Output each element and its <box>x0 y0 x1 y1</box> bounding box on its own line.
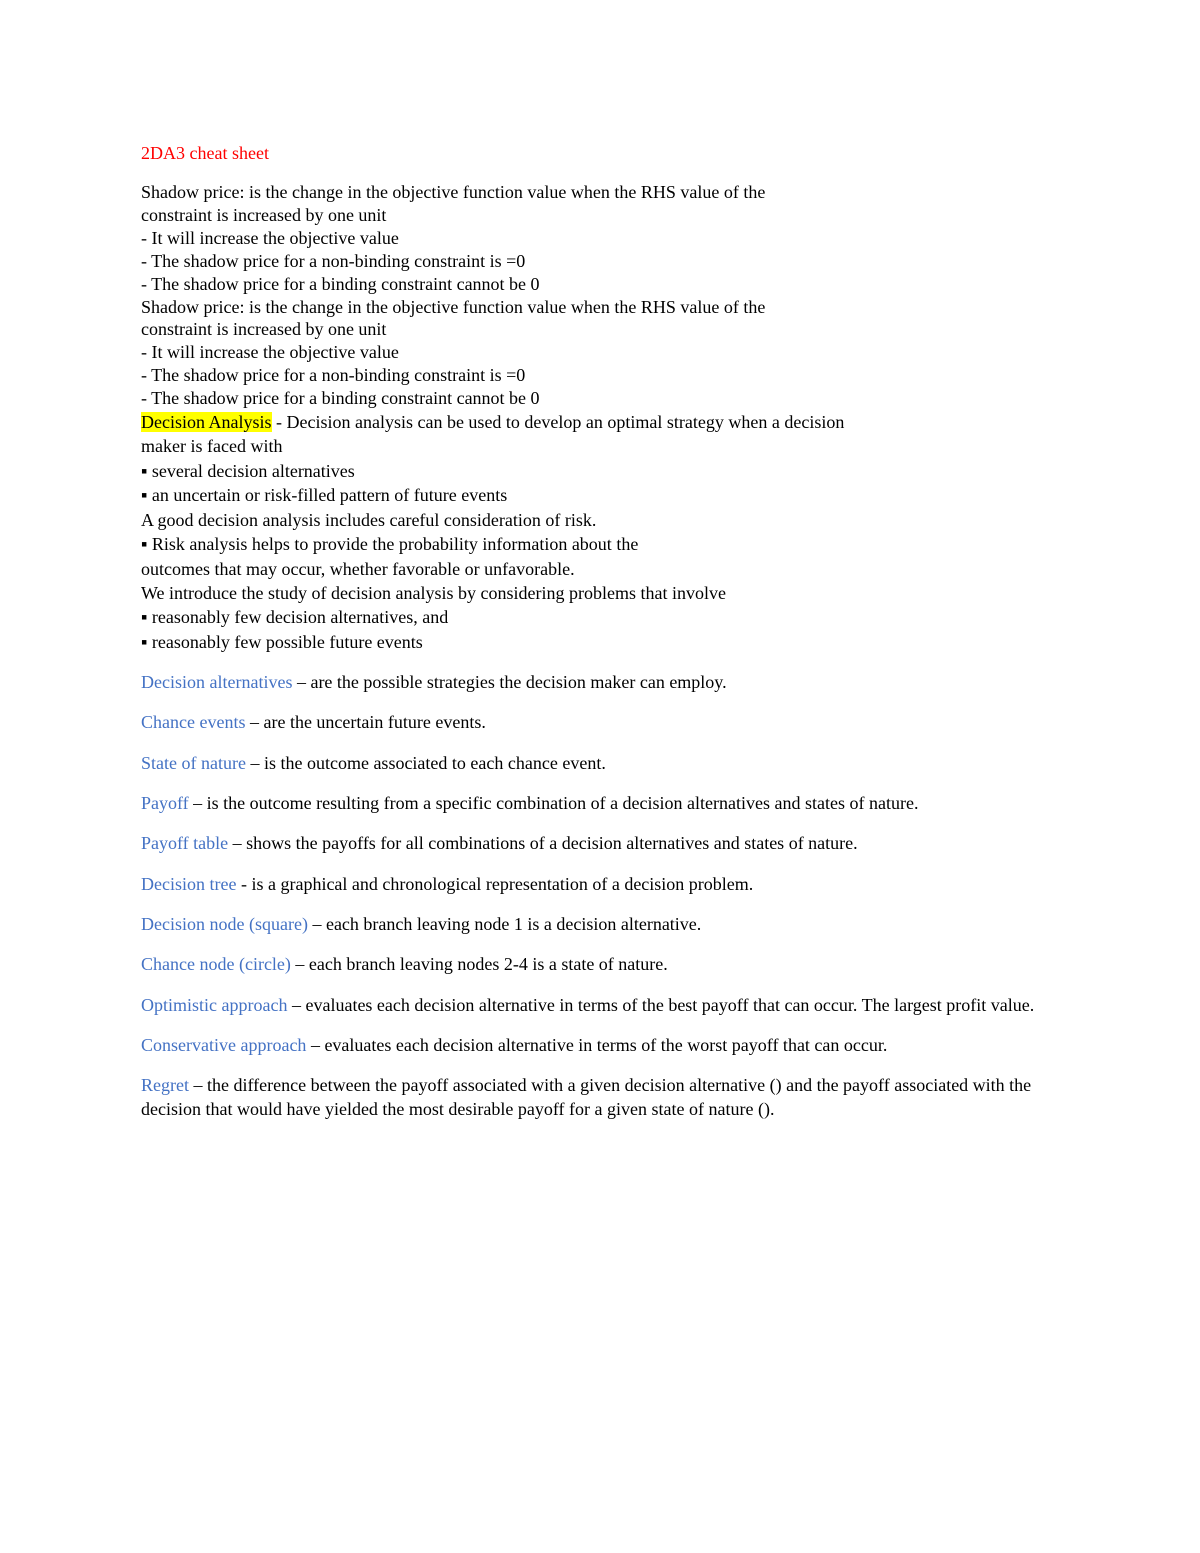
definition-term: Regret <box>141 1075 189 1096</box>
text-line: We introduce the study of decision analysis by considering problems that involve <box>141 582 726 603</box>
definition-text: – evaluates each decision alternative in terms of the best payoff that can occur. The largest profit value. <box>287 994 1035 1015</box>
definition-text: – the difference between the payoff associated with a given decision alternative () and the payoff associated with the decision that would have yielded the most desirable payoff for a given state of nature (). <box>141 1075 1032 1120</box>
text-line: constraint is increased by one unit <box>141 319 387 340</box>
definition-term: Optimistic approach <box>141 994 288 1015</box>
definition-payoff <box>141 791 1061 815</box>
definition-decision-alternatives <box>141 670 1061 694</box>
highlighted-term: Decision Analysis <box>141 412 272 433</box>
text-line: outcomes that may occur, whether favorable or unfavorable. <box>141 558 575 579</box>
text-line: - The shadow price for a binding constraint cannot be 0 <box>141 273 540 294</box>
text-line: - The shadow price for a non-binding constraint is =0 <box>141 365 526 386</box>
text-line: - The shadow price for a non-binding constraint is =0 <box>141 250 526 271</box>
definitions-list <box>141 670 1061 1121</box>
text-line: Shadow price: is the change in the objective function value when the RHS value of the <box>141 296 766 317</box>
definition-term: Payoff table <box>141 833 229 854</box>
page-content <box>141 141 1061 1137</box>
definition-term: Decision node (square) <box>141 913 308 934</box>
definition-term: Conservative approach <box>141 1034 307 1055</box>
definition-text: – shows the payoffs for all combinations of a decision alternatives and states of nature. <box>228 833 858 854</box>
definition-optimistic-approach <box>141 993 1061 1017</box>
bullet-item: ▪ several decision alternatives <box>141 460 355 481</box>
definition-text: - is a graphical and chronological representation of a decision problem. <box>236 873 754 894</box>
bullet-item: ▪ an uncertain or risk-filled pattern of future events <box>141 485 508 506</box>
document-title: 2DA3 cheat sheet <box>141 143 269 163</box>
definition-text: – evaluates each decision alternative in terms of the worst payoff that can occur. <box>306 1034 888 1055</box>
definition-text: – are the uncertain future events. <box>245 712 486 733</box>
definition-text: – is the outcome resulting from a specific combination of a decision alternatives and states of nature. <box>188 793 919 814</box>
definition-text: – are the possible strategies the decision maker can employ. <box>292 672 727 693</box>
definition-term: State of nature <box>141 752 246 773</box>
text-line: - It will increase the objective value <box>141 342 399 363</box>
text-line: maker is faced with <box>141 436 283 457</box>
definition-payoff-table <box>141 831 1061 855</box>
definition-decision-tree <box>141 872 1061 896</box>
definition-text: – each branch leaving node 1 is a decision alternative. <box>307 913 702 934</box>
definition-term: Decision alternatives <box>141 672 293 693</box>
bullet-item: ▪ reasonably few possible future events <box>141 631 423 652</box>
definition-term: Chance node (circle) <box>141 954 291 975</box>
definition-decision-node <box>141 912 1061 936</box>
text-line: constraint is increased by one unit <box>141 204 387 225</box>
definition-state-of-nature <box>141 751 1061 775</box>
shadow-price-section <box>141 181 1061 410</box>
bullet-item: ▪ Risk analysis helps to provide the probability information about the <box>141 534 639 555</box>
decision-analysis-section <box>141 410 1061 654</box>
definition-term: Decision tree <box>141 873 237 894</box>
definition-text: – is the outcome associated to each chance event. <box>245 752 606 773</box>
definition-chance-events <box>141 710 1061 734</box>
definition-text: – each branch leaving nodes 2-4 is a state of nature. <box>290 954 668 975</box>
definition-conservative-approach <box>141 1033 1061 1057</box>
text-line: A good decision analysis includes careful consideration of risk. <box>141 509 597 530</box>
definition-regret <box>141 1073 1061 1121</box>
definition-chance-node <box>141 952 1061 976</box>
decision-analysis-intro <box>141 410 1061 434</box>
text-line: - It will increase the objective value <box>141 227 399 248</box>
text-line: Shadow price: is the change in the objective function value when the RHS value of the <box>141 182 766 202</box>
text-line: - The shadow price for a binding constraint cannot be 0 <box>141 388 540 409</box>
definition-term: Payoff <box>141 793 189 814</box>
intro-text: - Decision analysis can be used to develop an optimal strategy when a decision <box>271 412 845 433</box>
definition-term: Chance events <box>141 712 246 733</box>
bullet-item: ▪ reasonably few decision alternatives, and <box>141 607 449 628</box>
